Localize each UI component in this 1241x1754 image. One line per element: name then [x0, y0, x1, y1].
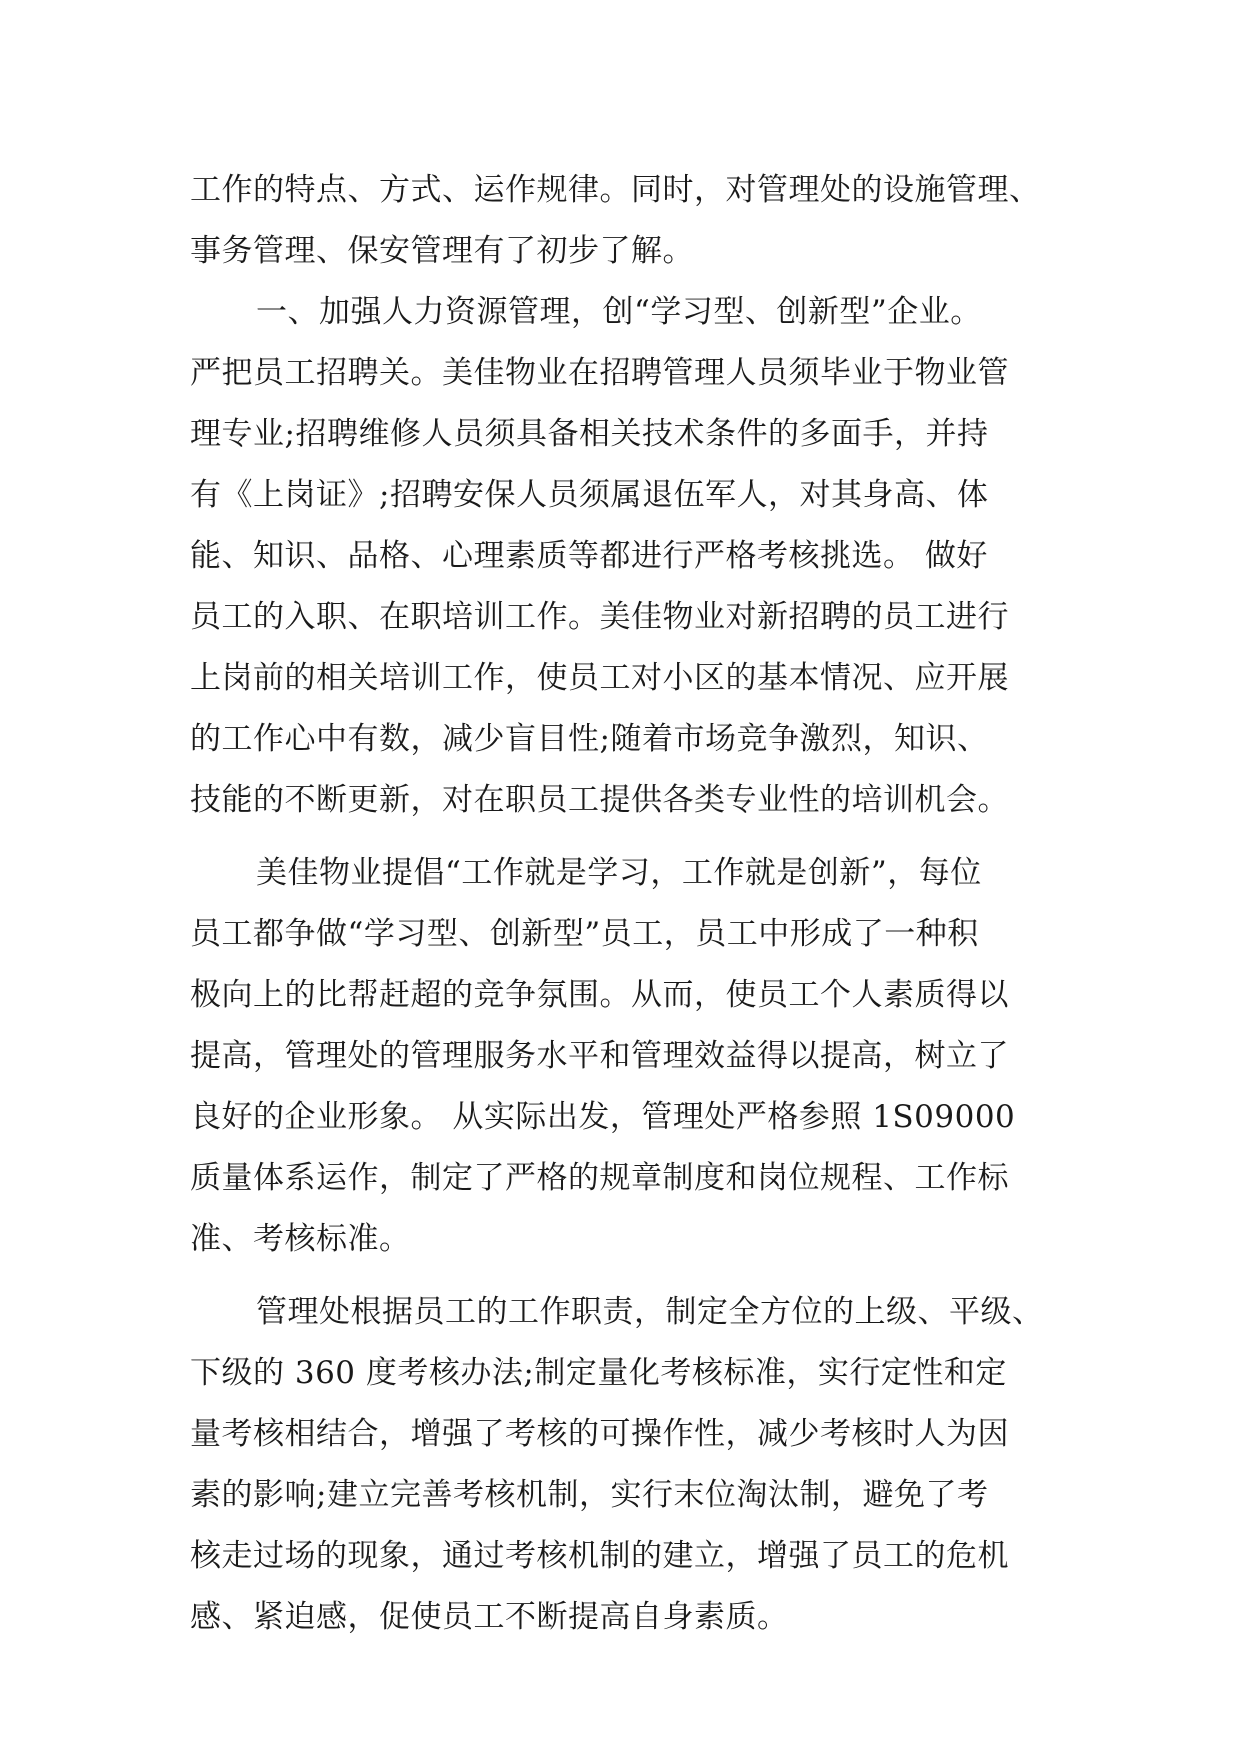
text-line: 量考核相结合，增强了考核的可操作性，减少考核时人为因 — [190, 1416, 1009, 1452]
text-line: 工作的特点、方式、运作规律。同时，对管理处的设施管理、 — [190, 172, 1041, 208]
text-line: 素的影响;建立完善考核机制，实行末位淘汰制，避免了考 — [190, 1477, 989, 1513]
text-line: 有《上岗证》;招聘安保人员须属退伍军人，对其身高、体 — [190, 477, 989, 513]
text-line: 事务管理、保安管理有了初步了解。 — [190, 233, 694, 269]
text-line: 严把员工招聘关。美佳物业在招聘管理人员须毕业于物业管 — [190, 355, 1009, 391]
text-line: 准、考核标准。 — [190, 1221, 411, 1257]
text-line: 感、紧迫感，促使员工不断提高自身素质。 — [190, 1599, 789, 1635]
text-line: 的工作心中有数，减少盲目性;随着市场竞争激烈，知识、 — [190, 721, 989, 757]
text-line: 能、知识、品格、心理素质等都进行严格考核挑选。 做好 — [190, 538, 988, 574]
text-line: 理专业;招聘维修人员须具备相关技术条件的多面手，并持 — [190, 416, 989, 452]
text-line: 质量体系运作，制定了严格的规章制度和岗位规程、工作标 — [190, 1160, 1009, 1196]
text-line: 核走过场的现象，通过考核机制的建立，增强了员工的危机 — [190, 1538, 1009, 1574]
text-line: 极向上的比帮赶超的竞争氛围。从而，使员工个人素质得以 — [190, 977, 1009, 1013]
text-line: 员工都争做“学习型、创新型”员工，员工中形成了一种积 — [190, 916, 979, 952]
text-line: 技能的不断更新，对在职员工提供各类专业性的培训机会。 — [190, 782, 1009, 818]
text-line: 提高，管理处的管理服务水平和管理效益得以提高，树立了 — [190, 1038, 1009, 1074]
text-line: 下级的 360 度考核办法;制定量化考核标准，实行定性和定 — [190, 1355, 1007, 1391]
text-line: 管理处根据员工的工作职责，制定全方位的上级、平级、 — [256, 1294, 1044, 1330]
text-line: 美佳物业提倡“工作就是学习，工作就是创新”，每位 — [256, 855, 982, 891]
text-line: 良好的企业形象。 从实际出发，管理处严格参照 1S09000 — [190, 1099, 1016, 1135]
body-text — [190, 160, 1070, 1648]
text-line: 员工的入职、在职培训工作。美佳物业对新招聘的员工进行 — [190, 599, 1009, 635]
text-line: 上岗前的相关培训工作，使员工对小区的基本情况、应开展 — [190, 660, 1009, 696]
text-line: 一、加强人力资源管理，创“学习型、创新型”企业。 — [256, 294, 982, 330]
